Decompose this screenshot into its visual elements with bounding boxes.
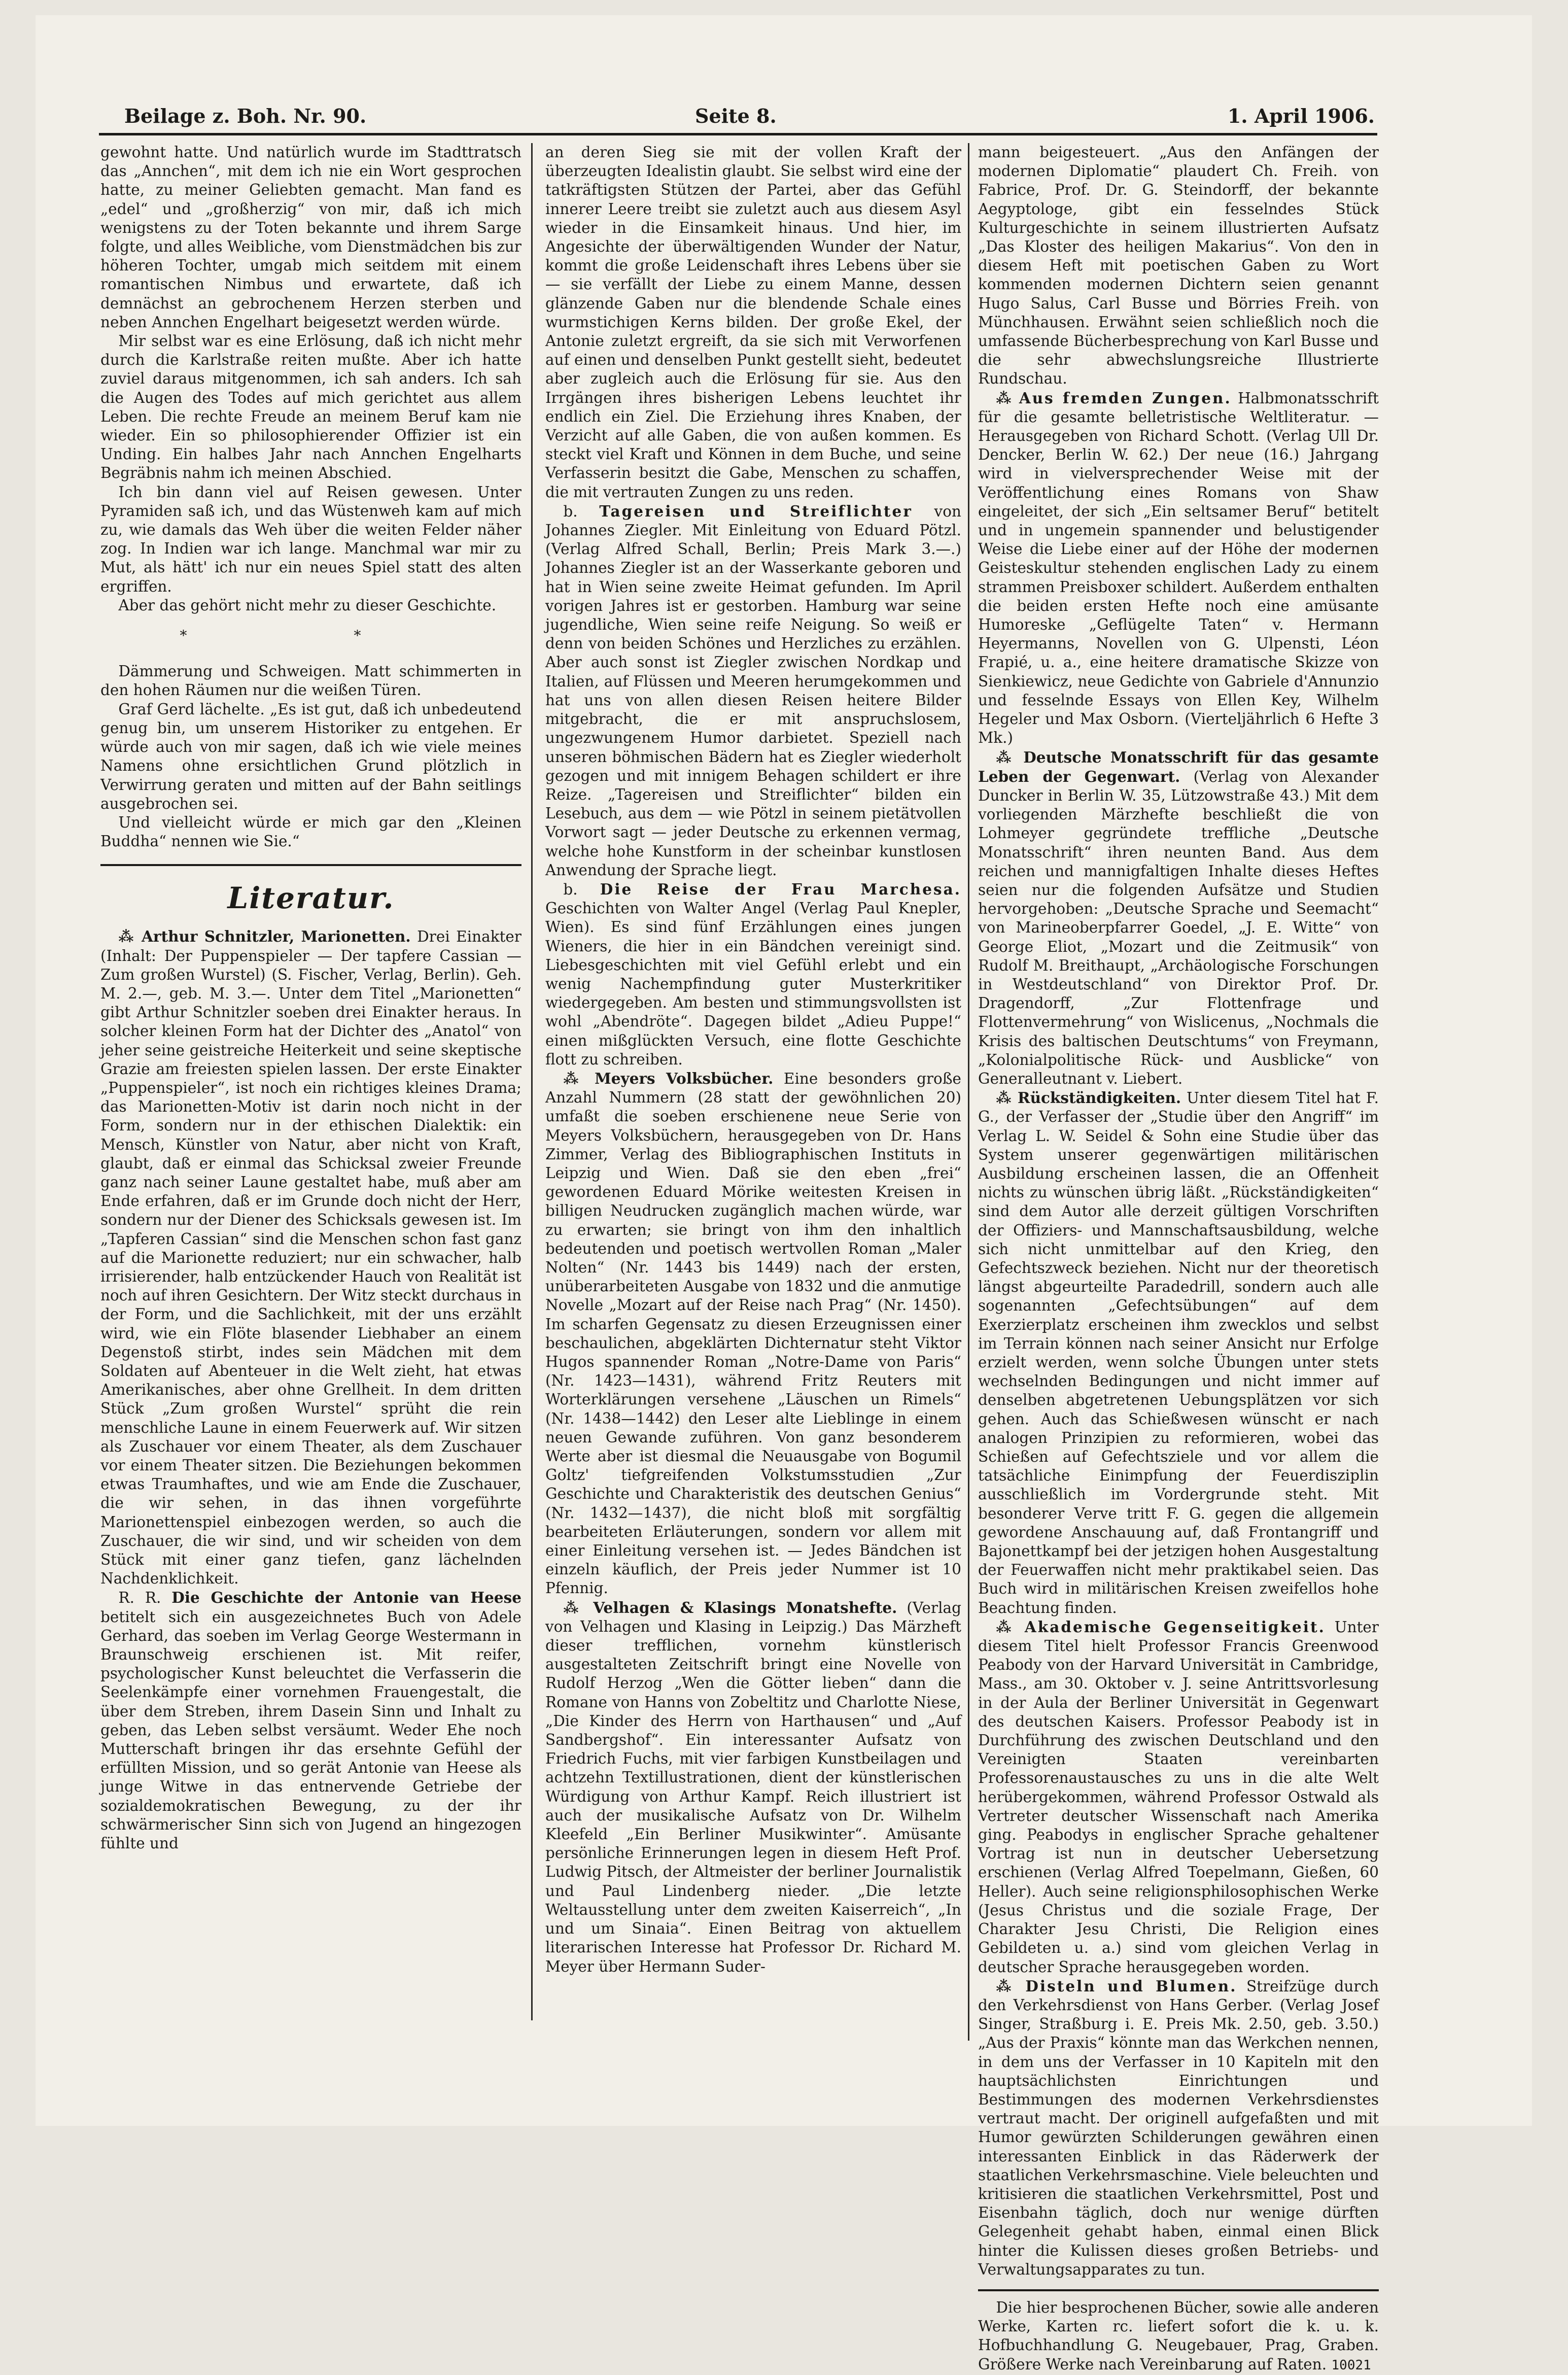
review-entry (978, 1088, 1379, 1617)
review-author-initials: b. (563, 502, 578, 520)
column-divider (531, 143, 533, 2020)
review-heading: Aus fremden Zungen. (1019, 389, 1232, 407)
review-mark-icon: ⁂ (563, 1069, 584, 1087)
review-heading: Die Reise der Frau Marchesa. (600, 880, 961, 898)
review-body: Unter diesem Titel hat F. G., der Verfasser der „Studie über den Angriff“ im Verlag L. W. Seidel & Sohn eine Studie über das System unserer gegenwärtigen militärischen Ausbildung erscheinen lassen, die an Offenheit nichts zu wünschen übrig läßt. „Rückständigkeiten“ sind dem Autor alle derzeit gültigen Vorschriften der Offiziers- und Mannschaftsausbildung, welche sich nicht unmittelbar auf den Krieg, den Gefechtszweck beziehen. Nicht nur der theoretisch längst abgeurteilte Paradedrill, sondern auch alle sogenannten „Gefechtsübungen“ auf dem Exerzierplatz erscheinen ihm zwecklos und selbst im Terrain können nach seiner Ansicht nur Erfolge erzielt werden, wenn solche Übungen unter stets wechselnden Bedingungen und nicht immer auf denselben abgetretenen Uebungsplätzen vor sich gehen. Auch das Schießwesen wünscht er nach analogen Prinzipien zu reformieren, wobei das Schießen auf Gefechtsziele und vor allem die tatsächliche Einimpfung der Feuerdisziplin ausschließlich im Vordergrunde steht. Mit besonderer Verve tritt F. G. gegen die allgemein gewordene Anschauung auf, daß Frontangriff und Bajonettkampf bei der jetzigen hohen Ausgestaltung der Feuerwaffen nicht mehr praktikabel seien. Das Buch wird in militärischen Kreisen zweifellos hohe Beachtung finden. (978, 1089, 1379, 1616)
bookseller-notice-text: Die hier besprochenen Bücher, sowie alle anderen Werke, Karten rc. liefert sofort die k. u. k. Hofbuchhandlung G. Neugebauer, Prag, Graben. Größere Werke nach Vereinbarung auf Raten. 10021 (978, 2298, 1379, 2373)
review-continuation: mann beigesteuert. „Aus den Anfängen der modernen Diplomatie“ plaudert Ch. Freih. von Fabrice, Prof. Dr. G. Steindorff, der bekannte Aegyptologe, gibt ein fesselndes Stück Kulturgeschichte in seinem illustrierten Aufsatz „Das Kloster des heiligen Makarius“. Von den in diesem Heft mit poetischen Gaben zu Wort kommenden modernen Dichtern seien genannt Hugo Salus, Carl Busse und Börries Freih. von Münchhausen. Erwähnt seien schließlich noch die umfassende Bücherbesprechung von Karl Busse und die sehr abwechslungsreiche Illustrierte Rundschau. (978, 144, 1379, 388)
review-entry (545, 502, 961, 880)
section-break-stars: * * (180, 627, 442, 644)
review-mark-icon: ⁂ (996, 748, 1015, 766)
story-paragraph: Dämmerung und Schweigen. Matt schimmerten in den hohen Räumen nur die weißen Türen. (100, 663, 521, 699)
review-entry (100, 1588, 521, 1853)
column-3 (978, 143, 1379, 2375)
review-heading: Velhagen & Klasings Monatshefte. (593, 1598, 897, 1616)
review-body: Drei Einakter (Inhalt: Der Puppenspieler — Der tapfere Cassian — Zum großen Wurstel) (S. Fischer, Verlag, Berlin). Geh. M. 2.—, geb. M. 3.—. Unter dem Titel „Marionetten“ gibt Arthur Schnitzler soeben drei Einakter heraus. In solcher kleinen Form hat der Dichter des „Anatol“ von jeher seine geistreiche Heiterkeit und seine skeptische Grazie am freiesten spielen lassen. Der erste Einakter „Puppenspieler“, ist noch ein richtiges kleines Drama; das Marionetten-Motiv ist darin noch nicht in der Form, sondern nur in der ethischen Dialektik: ein Mensch, Künstler von Natur, aber nicht von Kraft, glaubt, daß er einmal das Schicksal zweier Freunde ganz nach seiner Laune gestaltet habe, muß aber am Ende erfahren, daß er im Grunde doch nicht der Herr, sondern nur der Diener des Schicksals gewesen ist. Im „Tapferen Cassian“ sind die Menschen schon fast ganz auf die Marionette reduziert; nur ein schwacher, halb irrisierender, halb entzückender Hauch von Realität ist noch auf ihren Gesichtern. Der Witz steckt durchaus in der Form, und die Sachlichkeit, mit der uns erzählt wird, wie ein Flöte blasender Liebhaber an einem Degenstoß stirbt, indes sein Mädchen mit dem Soldaten auf Abenteuer in die Welt zieht, hat etwas Amerikanisches, aber ohne Grellheit. In dem dritten Stück „Zum großen Wurstel“ sprüht die rein menschliche Laune in einem Feuerwerk auf. Wir sitzen als Zuschauer vor einem Theater, als dem Zuschauer vor einem Theater sitzen. Die Beziehungen bekommen etwas Traumhaftes, und wie am Ende die Zuschauer, die wir sehen, in das ihnen vorgeführte Marionettenspiel einbezogen werden, so auch die Zuschauer, die wir sind, und wir scheiden von dem Stück mit einer ganz tiefen, ganz lächelnden Nachdenklichkeit. (100, 928, 521, 1588)
review-mark-icon: ⁂ (563, 1598, 584, 1616)
story-paragraph: Graf Gerd lächelte. „Es ist gut, daß ich unbedeutend genug bin, um unserem Historiker zu entgehen. Er würde auch von mir sagen, daß ich wie viele meines Namens ohne ersichtlichen Grund plötzlich in Verwirrung geraten und mitten auf der Bahn seitlings ausgebrochen sei. (100, 700, 521, 812)
column-1 (100, 143, 521, 1853)
review-entry (978, 1617, 1379, 1977)
page-number: Seite 8. (695, 105, 777, 127)
review-heading: Deutsche Monatsschrift für das gesamte Leben der Gegenwart. (978, 748, 1379, 785)
review-body: Unter diesem Titel hielt Professor Francis Greenwood Peabody von der Harvard Universität in Cambridge, Mass., am 30. Oktober v. J. seine Antrittsvorlesung in der Aula der Berliner Universität in Gegenwart des deutschen Kaisers. Professor Peabody ist in Durchführung des zwischen Deutschland und den Vereinigten Staaten vereinbarten Professorenaustausches zu uns in die alte Welt herübergekommen, während Professor Ostwald als Vertreter deutscher Wissenschaft nach Amerika ging. Peabodys in englischer Sprache gehaltener Vortrag ist nun in deutscher Uebersetzung erschienen (Verlag Alfred Toepelmann, Gießen, 60 Heller). Auch seine religionsphilosophischen Werke (Jesus Christus und die soziale Frage, Der Charakter Jesu Christi, Die Religion eines Gebildeten u. a.) sind vom gleichen Verlag in deutscher Sprache herausgegeben worden. (978, 1618, 1379, 1976)
review-entry (978, 748, 1379, 1089)
story-paragraph: Aber das gehört nicht mehr zu dieser Geschichte. (118, 596, 497, 614)
section-rule (100, 864, 521, 866)
review-heading: Meyers Volksbücher. (595, 1069, 774, 1087)
review-mark-icon: ⁂ (996, 1089, 1013, 1107)
review-entry (978, 389, 1379, 748)
review-mark-icon: ⁂ (118, 927, 135, 946)
column-2 (545, 143, 961, 1976)
review-mark-icon: ⁂ (996, 389, 1013, 407)
review-body: (Verlag von Alexander Duncker in Berlin W. 35, Lützowstraße 43.) Mit dem vorliegenden Märzhefte beschließt die von Lohmeyer gegründete treffliche „Deutsche Monatsschrift“ ihren neunten Band. Aus dem reichen und mannigfaltigen Inhalte dieses Heftes seien nur die folgenden Aufsätze und Studien hervorgehoben: „Deutsche Sprache und Seemacht“ von Marineoberpfarrer Goedel, „J. E. Witte“ von George Eliot, „Mozart und die Zeitmusik“ von Rudolf M. Breithaupt, „Archäologische Forschungen in Westdeutschland“ von Direktor Prof. Dr. Dragendorff, „Zur Flottenfrage und Flottenvermehrung“ von Wislicenus, „Nochmals die Krisis des baltischen Deutschtums“ von Freymann, „Kolonialpolitische Rück- und Ausblicke“ von Generalleutnant v. Liebert. (978, 768, 1379, 1087)
issue-date: 1. April 1906. (1227, 105, 1375, 127)
bookseller-notice (978, 2289, 1379, 2375)
review-body: von Johannes Ziegler. Mit Einleitung von Eduard Pötzl. (Verlag Alfred Schall, Berlin; Preis Mark 3.—.) Johannes Ziegler ist an der Wasserkante geboren und hat in Wien seine zweite Heimat gefunden. Im April vorigen Jahres ist er gestorben. Hamburg war seine jugendliche, Wien seine reife Neigung. So weiß er denn von beiden Schönes und Herzliches zu erzählen. Aber auch sonst ist Ziegler zwischen Nordkap und Italien, auf Flüssen und Meeren herumgekommen und hat uns von allen diesen Reisen heitere Bilder mitgebracht, die er mit anspruchslosem, ungezwungenem Humor darbietet. Speziell nach unseren böhmischen Bädern hat es Ziegler wiederholt gezogen und mit innigem Behagen schildert er ihre Reize. „Tagereisen und Streiflichter“ bilden ein Lesebuch, aus dem — wie Pötzl in seinem pietätvollen Vorwort sagt — jeder Deutsche zu erkennen vermag, welche hohe Kunstform in der scheinbar kunstlosen Anwendung der Sprache liegt. (545, 502, 961, 879)
review-mark-icon: ⁂ (996, 1977, 1016, 1995)
page-header (124, 105, 1375, 131)
issue-reference: Beilage z. Boh. Nr. 90. (124, 105, 367, 127)
story-paragraph: gewohnt hatte. Und natürlich wurde im Stadttratsch das „Annchen“, mit dem ich nie ein Wort gesprochen hatte, zu meiner Geliebten gemacht. Man fand es „edel“ und „großherzig“ von mir, daß ich mich wenigstens zu der Toten bekannte und ihrem Sarge folgte, und alles Weibliche, vom Dienstmädchen bis zur höheren Tochter, umgab mich seitdem mit einem romantischen Nimbus und erwartete, daß ich demnächst an gebrochenem Herzen sterben und neben Annchen Engelhart beigesetzt werden würde. (100, 144, 521, 331)
review-entry (545, 1069, 961, 1598)
review-body: Eine besonders große Anzahl Nummern (28 statt der gewöhnlichen 20) umfaßt die soeben erschienene neue Serie von Meyers Volksbüchern, herausgegeben von Dr. Hans Zimmer, Verlag des Bibliographischen Instituts in Leipzig und Wien. Daß sie den eben „frei“ gewordenen Eduard Mörike weitesten Kreisen in billigen Neudrucken zugänglich machen würde, war zu erwarten; sie bringt von ihm den inhaltlich bedeutenden und poetisch wertvollen Roman „Maler Nolten“ (Nr. 1443 bis 1449) nach der ersten, unüberarbeiteten Ausgabe von 1832 und die anmutige Novelle „Mozart auf der Reise nach Prag“ (Nr. 1450). Im scharfen Gegensatz zu diesen Erzeugnissen einer beschaulichen, abgeklärten Dichternatur steht Viktor Hugos spannender Roman „Notre-Dame von Paris“ (Nr. 1423—1431), während Fritz Reuters mit Worterklärungen versehene „Läuschen un Rimels“ (Nr. 1438—1442) den Leser alte Lieblinge in einem neuen Gewande zuführen. Von ganz besonderem Werte aber ist diesmal die Neuausgabe von Bogumil Goltz' tiefgreifenden Volkstumsstudien „Zur Geschichte und Charakteristik des deutschen Genius“ (Nr. 1432—1437), die nicht bloß mit sorgfältig bearbeiteten Erläuterungen, sondern vor allem mit einer Einleitung versehen ist. — Jedes Bändchen ist einzeln käuflich, der Preis jeder Nummer ist 10 Pfennig. (545, 1070, 961, 1597)
review-heading: Disteln und Blumen. (1025, 1977, 1237, 1995)
review-entry (978, 1977, 1379, 2279)
review-heading: Rückständigkeiten. (1018, 1089, 1181, 1107)
review-body: betitelt sich ein ausgezeichnetes Buch von Adele Gerhard, das soeben im Verlag George Westermann in Braunschweig erschienen ist. Mit reifer, psychologischer Kunst beleuchtet die Verfasserin die Seelenkämpfe einer vornehmen Frauengestalt, die über dem Streben, ihrem Dasein Sinn und Inhalt zu geben, das Leben selbst versäumt. Weder Ehe noch Mutterschaft bringen ihr das ersehnte Gefühl der erfüllten Mission, und so gerät Antonie van Heese als junge Witwe in das entnervende Getriebe der sozialdemokratischen Bewegung, zu der ihr schwärmerischer Sinn sich von Jugend an hingezogen fühlte und (100, 1608, 521, 1852)
section-title-literatur: Literatur. (227, 881, 395, 916)
review-author-initials: b. (563, 880, 578, 898)
review-entry (545, 1598, 961, 1976)
review-body: (Verlag von Velhagen und Klasing in Leipzig.) Das Märzheft dieser trefflichen, vornehm künstlerisch ausgestalteten Zeitschrift bringt eine Novelle von Rudolf Herzog „Wen die Götter lieben“ dann die Romane von Hanns von Zobeltitz und Charlotte Niese, „Die Kinder des Herrn von Harthausen“ und „Auf Sandbergshof“. Ein interessanter Aufsatz von Friedrich Fuchs, mit vier farbigen Kunstbeilagen und achtzehn Textillustrationen, dient der künstlerischen Würdigung von Arthur Kampf. Reich illustriert ist auch der musikalische Aufsatz von Dr. Wilhelm Kleefeld „Ein Berliner Musikwinter“. Amüsante persönliche Erinnerungen legen in diesem Heft Prof. Ludwig Pitsch, der Altmeister der berliner Journalistik und Paul Lindenberg nieder. „Die letzte Weltausstellung unter dem zweiten Kaiserreich“, „In und um Sinaia“. Einen Beitrag von aktuellem literarischen Interesse hat Professor Dr. Richard M. Meyer über Hermann Suder- (545, 1599, 961, 1975)
story-paragraph: Und vielleicht würde er mich gar den „Kleinen Buddha“ nennen wie Sie.“ (100, 813, 521, 850)
review-heading: Die Geschichte der Antonie van Heese (171, 1589, 521, 1607)
print-code: 10021 (1331, 2357, 1371, 2373)
story-paragraph: Mir selbst war es eine Erlösung, daß ich nicht mehr durch die Karlstraße reiten mußte. Aber ich hatte zuviel daraus mitgenommen, ich sah anders. Ich sah die Augen des Todes auf mich gerichtet aus allem Leben. Die rechte Freude an meinem Beruf kam nie wieder. Ein so philosophierender Offizier ist ein Unding. Ein halbes Jahr nach Annchen Engelharts Begräbnis nahm ich meinen Abschied. (100, 332, 521, 482)
review-body: Streifzüge durch den Verkehrsdienst von Hans Gerber. (Verlag Josef Singer, Straßburg i. E. Preis Mk. 2.50, geb. 3.50.) „Aus der Praxis“ könnte man das Werkchen nennen, in dem uns der Verfasser in 10 Kapiteln mit den hauptsächlichsten Einrichtungen und Bestimmungen des modernen Verkehrsdienstes vertraut macht. Der originell aufgefaßten und mit Humor gewürzten Schilderungen gewähren einen interessanten Einblick in das Räderwerk der staatlichen Verkehrsmaschine. Viele beleuchten und kritisieren die staatlichen Verkehrsmittel, Post und Eisenbahn täglich, doch nur wenige dürften Gelegenheit gehabt haben, einmal einen Blick hinter die Kulissen dieses großen Betriebs- und Verwaltungsapparates zu tun. (978, 1977, 1379, 2278)
review-heading: Arthur Schnitzler, Marionetten. (142, 927, 411, 946)
review-body: Geschichten von Walter Angel (Verlag Paul Knepler, Wien). Es sind fünf Erzählungen eines jungen Wieners, die hier in ein Bändchen vereinigt sind. Liebesgeschichten mit viel Gefühl erlebt und ein wenig Nachempfindung guter Musterkritiker wiedergegeben. Am besten und stimmungsvollsten ist wohl „Abendröte“. Dagegen bildet „Adieu Puppe!“ einen mißglückten Versuch, eine flotte Geschichte flott zu schreiben. (545, 900, 961, 1068)
review-entry (545, 880, 961, 1069)
review-body: Halbmonatsschrift für die gesamte belletristische Weltliteratur. — Herausgegeben von Richard Schott. (Verlag Ull Dr. Dencker, Berlin W. 62.) Der neue (16.) Jahrgang wird in vielversprechender Weise mit der Veröffentlichung eines Romans von Shaw eingeleitet, der sich „Ein seltsamer Beruf“ betitelt und in ungemein spannender und belustigender Weise die Liebe einer auf der Höhe der modernen Geisteskultur stehenden englischen Lady zu einem strammen Preisboxer schildert. Außerdem enthalten die beiden ersten Hefte noch eine amüsante Humoreske „Geflügelte Taten“ v. Hermann Heyermanns, Novellen von G. Ulpensti, Léon Frapié, u. a., eine heitere dramatische Skizze von Sienkiewicz, neue Gedichte von Gabriele d'Annunzio und fesselnde Essays von Ellen Key, Wilhelm Hegeler und Max Osborn. (Vierteljährlich 6 Hefte 3 Mk.) (978, 389, 1379, 747)
review-heading: Tagereisen und Streiflichter (599, 502, 913, 520)
review-continuation: an deren Sieg sie mit der vollen Kraft der überzeugten Idealistin glaubt. Sie selbst wird eine der tatkräftigsten Stützen der Partei, aber das Gefühl innerer Leere treibt sie zuletzt auch aus diesem Asyl wieder in die Einsamkeit hinaus. Und hier, im Angesichte der überwältigenden Wunder der Natur, kommt die große Leidenschaft ihres Lebens über sie — sie verfällt der Liebe zu einem Manne, dessen glänzende Gaben nur die blendende Schale eines wurmstichigen Kerns bilden. Der große Ekel, der Antonie zuletzt ergreift, da sie sich mit Verworfenen auf einen und denselben Punkt gestellt sieht, bedeutet aber zugleich auch die Erlösung für sie. Aus den Irrgängen ihres bisherigen Lebens leuchtet ihr endlich ein Ziel. Die Erziehung ihres Knaben, der Verzicht auf alle Gaben, die von außen kommen. Es steckt viel Kraft und Können in dem Buche, und seine Verfasserin besitzt die Gabe, Menschen zu schaffen, die mit vertrauten Zungen zu uns reden. (545, 144, 961, 501)
story-paragraph: Ich bin dann viel auf Reisen gewesen. Unter Pyramiden saß ich, und das Wüstenweh kam auf mich zu, wie damals das Weh über die weiten Felder näher zog. In Indien war ich lange. Manchmal war mir zu Mut, als hätt' ich nur ein neues Spiel statt des alten ergriffen. (100, 483, 521, 595)
review-entry (100, 927, 521, 1588)
header-rule (99, 133, 1377, 135)
column-divider (968, 143, 969, 2041)
review-author-initials: R. R. (118, 1589, 161, 1607)
review-mark-icon: ⁂ (996, 1617, 1016, 1636)
review-heading: Akademische Gegenseitigkeit. (1024, 1617, 1326, 1636)
